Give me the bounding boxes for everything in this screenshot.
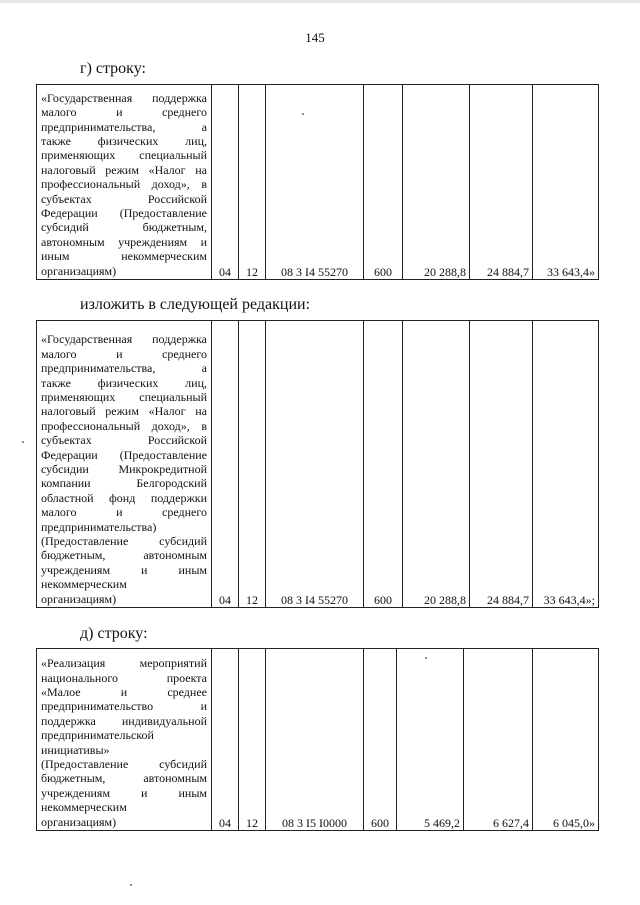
description-line: поддержка индивидуальной [41, 713, 207, 728]
description-line: областной фонд поддержки [41, 490, 207, 505]
description-line: организациям) [41, 814, 117, 829]
description-line: Федерации (Предоставление [41, 205, 207, 220]
scan-speck [130, 884, 132, 886]
scan-speck [425, 657, 427, 659]
page-number: 145 [305, 30, 325, 45]
table-row [37, 85, 599, 280]
description-line: инициативы» [41, 742, 110, 757]
description-line: организациям) [41, 591, 117, 606]
description-line: Федерации (Предоставление [41, 447, 207, 462]
target-article-cell: 08 3 I4 55270 [266, 321, 364, 608]
description-line: «Государственная поддержка [41, 90, 207, 105]
description-line: налоговый режим «Налог на [41, 404, 207, 419]
description-line: малого и среднего [41, 105, 207, 120]
expense-type-cell: 600 [364, 321, 403, 608]
top-edge-line [0, 0, 640, 3]
description-line: применяющих специальный [41, 148, 207, 163]
description-line: некоммерческим [41, 800, 127, 815]
target-article-cell: 08 3 I5 I0000 [266, 649, 364, 831]
description-line: учреждениям и иным [41, 562, 207, 577]
description-line: (Предоставление субсидий [41, 756, 207, 771]
description-line: субсидий бюджетным, [41, 220, 207, 235]
description-line: предпринимательство и [41, 699, 207, 714]
subsection-code-cell: 12 [239, 85, 266, 280]
description-line: малого и среднего [41, 505, 207, 520]
expense-type-cell: 600 [364, 649, 397, 831]
table-row [37, 321, 599, 608]
description-line: профессиональный доход», в [41, 418, 207, 433]
amount-cell-2: 6 627,4 [464, 649, 533, 831]
description-line: предпринимательства, а [41, 119, 207, 134]
description-cell [37, 649, 212, 831]
amount-cell-1: 5 469,2 [397, 649, 464, 831]
description-line: субъектах Российской [41, 191, 207, 206]
description-cell [37, 85, 212, 280]
replacement-heading: изложить в следующей редакции: [80, 296, 311, 313]
description-line: бюджетным, автономным [41, 771, 207, 786]
section-code-cell: 04 [212, 85, 239, 280]
description-line: учреждениям и иным [41, 785, 207, 800]
amount-cell-3: 33 643,4»; [533, 321, 599, 608]
description-line: национального проекта [41, 670, 207, 685]
description-line: профессиональный доход», в [41, 177, 207, 192]
scan-speck [302, 113, 304, 115]
subsection-code-cell: 12 [239, 321, 266, 608]
section-g-table [36, 84, 599, 280]
description-line: субсидии Микрокредитной [41, 461, 207, 476]
description-line: также физических лиц, [41, 133, 207, 148]
description-line: (Предоставление субсидий [41, 533, 207, 548]
description-line: компании Белгородский [41, 476, 207, 491]
description-line: предпринимательской [41, 728, 154, 743]
description-line: некоммерческим [41, 577, 127, 592]
description-line: субъектах Российской [41, 433, 207, 448]
description-line: предпринимательства) [41, 519, 157, 534]
amount-cell-3: 6 045,0» [533, 649, 599, 831]
section-d-heading: д) строку: [80, 625, 148, 642]
amount-cell-1: 20 288,8 [403, 85, 470, 280]
expense-type-cell: 600 [364, 85, 403, 280]
description-line: «Реализация мероприятий [41, 656, 207, 671]
description-line: автономным учреждениям и [41, 234, 207, 249]
subsection-code-cell: 12 [239, 649, 266, 831]
description-line: применяющих специальный [41, 389, 207, 404]
amount-cell-1: 20 288,8 [403, 321, 470, 608]
table-row [37, 649, 599, 831]
section-code-cell: 04 [212, 649, 239, 831]
section-g-heading: г) строку: [80, 60, 146, 77]
section-d-table [36, 648, 599, 831]
description-line: организациям) [41, 263, 117, 278]
description-line: также физических лиц, [41, 375, 207, 390]
description-line: «Государственная поддержка [41, 332, 207, 347]
amount-cell-3: 33 643,4» [533, 85, 599, 280]
description-line: «Малое и среднее [41, 684, 207, 699]
section-code-cell: 04 [212, 321, 239, 608]
description-line: налоговый режим «Налог на [41, 162, 207, 177]
target-article-cell: 08 3 I4 55270 [266, 85, 364, 280]
description-line: предпринимательства, а [41, 361, 207, 376]
scan-speck [22, 441, 24, 443]
amount-cell-2: 24 884,7 [470, 321, 533, 608]
description-cell [37, 321, 212, 608]
description-line: бюджетным, автономным [41, 548, 207, 563]
description-line: иным некоммерческим [41, 249, 207, 264]
amount-cell-2: 24 884,7 [470, 85, 533, 280]
replacement-table [36, 320, 599, 608]
description-line: малого и среднего [41, 346, 207, 361]
